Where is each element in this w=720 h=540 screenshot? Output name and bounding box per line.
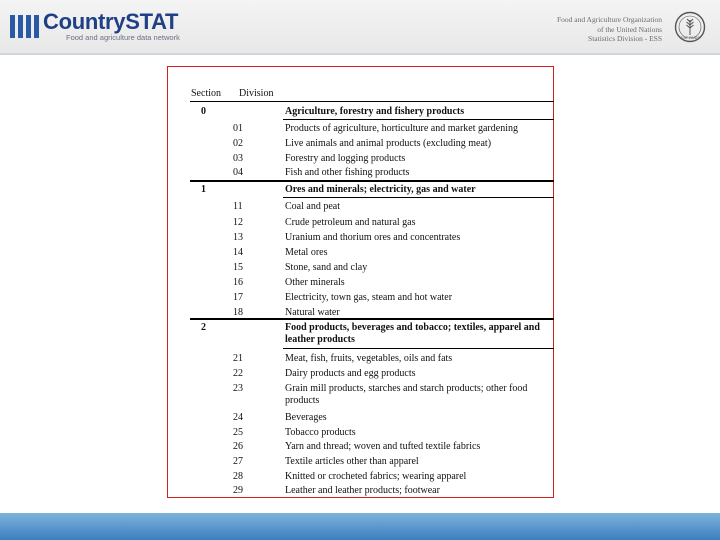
header-bar (0, 0, 720, 53)
division-code: 25 (233, 427, 243, 438)
section-title: Food products, beverages and tobacco; textiles, apparel and leather products (285, 322, 540, 345)
division-code: 02 (233, 138, 243, 149)
division-label: Forestry and logging products (285, 153, 406, 164)
division-code: 27 (233, 456, 243, 467)
fao-org-name (512, 15, 662, 44)
section-code: 0 (201, 106, 206, 117)
division-label: Uranium and thorium ores and concentrates (285, 232, 461, 243)
division-label: Electricity, town gas, steam and hot water (285, 292, 453, 303)
classification-table (167, 66, 554, 498)
division-code: 23 (233, 383, 243, 394)
division-code: 29 (233, 485, 243, 496)
division-code: 16 (233, 277, 243, 288)
division-label: Grain mill products, starches and starch products; other food products (285, 383, 528, 406)
division-code: 12 (233, 217, 243, 228)
division-code: 11 (233, 201, 243, 212)
division-code: 04 (233, 167, 243, 178)
division-label: Dairy products and egg products (285, 368, 416, 379)
division-code: 24 (233, 412, 243, 423)
division-label: Other minerals (285, 277, 345, 288)
division-label: Crude petroleum and natural gas (285, 217, 416, 228)
division-code: 01 (233, 123, 243, 134)
header-section: Section (191, 88, 221, 99)
division-label: Textile articles other than apparel (285, 456, 419, 467)
section-code: 1 (201, 184, 206, 195)
division-code: 26 (233, 441, 243, 452)
section-divider (190, 180, 554, 182)
division-label: Stone, sand and clay (285, 262, 368, 273)
division-label: Coal and peat (285, 201, 340, 212)
fao-line-1: Food and Agriculture Organization (556, 15, 662, 24)
header-divider (0, 53, 720, 55)
emblem-text: FIAT PANIS (680, 36, 700, 40)
division-label: Meat, fish, fruits, vegetables, oils and fats (285, 353, 453, 364)
division-label: Knitted or crocheted fabrics; wearing apparel (285, 471, 467, 482)
section-title: Ores and minerals; electricity, gas and water (285, 184, 476, 195)
division-code: 22 (233, 368, 243, 379)
division-code: 15 (233, 262, 243, 273)
division-label: Yarn and thread; woven and tufted textile fabrics (285, 441, 481, 452)
division-code: 14 (233, 247, 243, 258)
division-label: Natural water (285, 307, 340, 318)
fao-line-3: Statistics Division - ESS (588, 34, 662, 43)
division-code: 18 (233, 307, 243, 318)
division-code: 13 (233, 232, 243, 243)
section-title: Agriculture, forestry and fishery products (285, 106, 465, 117)
division-label: Fish and other fishing products (285, 167, 410, 178)
header-division: Division (239, 88, 274, 99)
division-code: 21 (233, 353, 243, 364)
division-label: Tobacco products (285, 427, 356, 438)
division-label: Products of agriculture, horticulture and market gardening (285, 123, 518, 134)
section-title-rule (283, 119, 554, 120)
division-code: 17 (233, 292, 243, 303)
fao-emblem-icon (674, 11, 706, 43)
brand-title: CountrySTAT (43, 9, 179, 34)
division-code: 28 (233, 471, 243, 482)
header-rule (190, 101, 554, 102)
division-label: Metal ores (285, 247, 328, 258)
section-title-rule (283, 348, 554, 349)
section-divider (190, 318, 554, 320)
countrystat-logo-icon (10, 15, 39, 38)
brand-tagline: Food and agriculture data network (66, 33, 180, 42)
division-label: Live animals and animal products (excluding meat) (285, 138, 492, 149)
division-code: 03 (233, 153, 243, 164)
fao-line-2: of the United Nations (597, 24, 662, 34)
division-label: Beverages (285, 412, 327, 423)
section-title-rule (283, 197, 554, 198)
division-label: Leather and leather products; footwear (285, 485, 440, 496)
footer-bar (0, 513, 720, 540)
section-code: 2 (201, 322, 206, 333)
